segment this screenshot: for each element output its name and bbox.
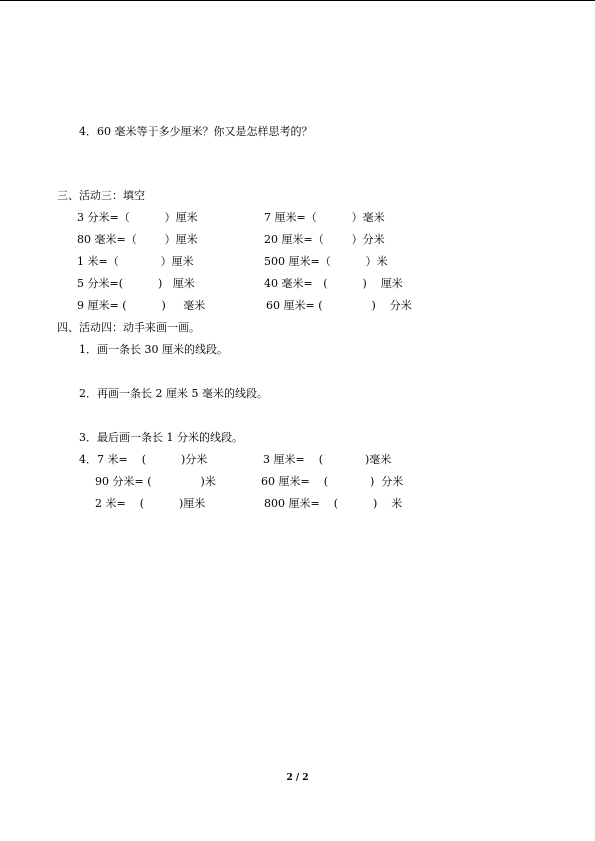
convert-right-3: 800 厘米= ( ) 米 [264,497,403,510]
convert-left-2: 90 分米= ( )米 [95,475,216,488]
fill-right-4: 40 毫米= ( ) 厘米 [264,277,403,290]
section-4-heading: 四、活动四：动手来画一画。 [57,321,200,334]
fill-right-2: 20 厘米=（ ）分米 [264,233,385,246]
draw-item-1: 1．画一条长 30 厘米的线段。 [79,343,228,356]
convert-left-3: 2 米= ( )厘米 [95,497,206,510]
question-4-top: 4．60 毫米等于多少厘米？你又是怎样思考的？ [79,125,313,138]
draw-item-3: 3．最后画一条长 1 分米的线段。 [79,431,243,444]
convert-left-1: 4．7 米= ( )分米 [79,453,208,466]
top-rule [0,0,595,1]
fill-right-1: 7 厘米=（ ）毫米 [264,211,385,224]
fill-left-1: 3 分米=（ ）厘米 [77,211,198,224]
convert-right-1: 3 厘米= ( )毫米 [263,453,392,466]
draw-item-2: 2．再画一条长 2 厘米 5 毫米的线段。 [79,387,268,400]
fill-right-3: 500 厘米=（ ）米 [264,255,388,268]
section-3-heading: 三、活动三：填空 [57,189,145,202]
fill-left-5: 9 厘米= ( ) 毫米 [77,299,206,312]
page-number: 2 / 2 [286,773,309,783]
fill-left-4: 5 分米=( ) 厘米 [77,277,195,290]
fill-left-3: 1 米=（ ）厘米 [77,255,194,268]
convert-right-2: 60 厘米= ( ) 分米 [261,475,404,488]
fill-right-5: 60 厘米= ( ) 分米 [266,299,412,312]
fill-left-2: 80 毫米=（ ）厘米 [77,233,198,246]
